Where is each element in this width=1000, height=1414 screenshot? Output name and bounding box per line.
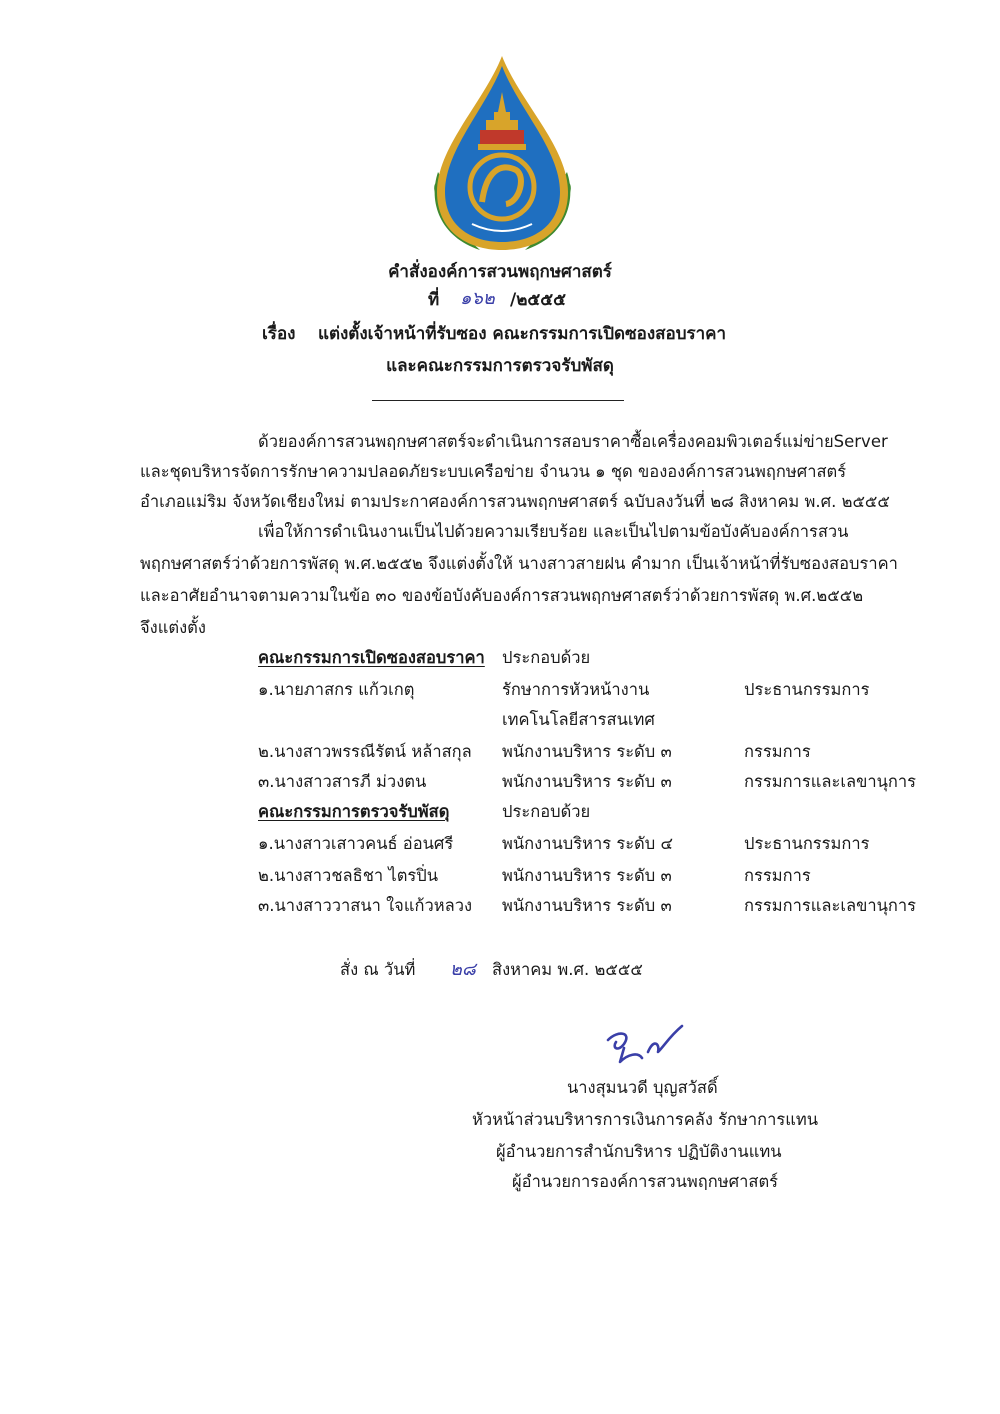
committee-heading-inspection: คณะกรรมการตรวจรับพัสดุ — [258, 802, 450, 821]
paragraph-2-line-3: และอาศัยอำนาจตามความในข้อ ๓๐ ของข้อบังคับองค์การสวนพฤกษศาสตร์ว่าด้วยการพัสดุ พ.ศ.๒๕๕๒ — [140, 586, 864, 605]
signer-title-line-1: หัวหน้าส่วนบริหารการเงินการคลัง รักษาการแทน — [472, 1110, 819, 1129]
paragraph-1-line-2: และชุดบริหารจัดการรักษาความปลอดภัยระบบเครือข่าย จำนวน ๑ ชุด ขององค์การสวนพฤกษศาสตร์ — [140, 462, 847, 481]
paragraph-2-line-2: พฤกษศาสตร์ว่าด้วยการพัสดุ พ.ศ.๒๕๕๒ จึงแต่งตั้งให้ นางสาวสายฝน คำมาก เป็นเจ้าหน้าที่รับซองสอบราคา — [140, 554, 898, 573]
committee-heading-bid-opening: คณะกรรมการเปิดซองสอบราคา — [258, 648, 485, 667]
order-date-prefix: สั่ง ณ วันที่ — [340, 960, 416, 979]
member-role: กรรมการและเลขานุการ — [744, 896, 917, 915]
member-role: กรรมการ — [744, 866, 811, 885]
subject-line-2: และคณะกรรมการตรวจรับพัสดุ — [386, 356, 614, 376]
paragraph-1-line-1: ด้วยองค์การสวนพฤกษศาสตร์จะดำเนินการสอบราคาซื้อเครื่องคอมพิวเตอร์แม่ข่ายServer — [258, 432, 888, 451]
paragraph-2-line-1: เพื่อให้การดำเนินงานเป็นไปด้วยความเรียบร้อย และเป็นไปตามข้อบังคับองค์การสวน — [258, 522, 849, 541]
member-position-line-2: เทคโนโลยีสารสนเทศ — [502, 710, 655, 729]
member-name: ๒.นางสาวพรรณีรัตน์ หล้าสกุล — [258, 742, 472, 761]
member-position: พนักงานบริหาร ระดับ ๓ — [502, 742, 672, 761]
member-name: ๓.นางสาววาสนา ใจแก้วหลวง — [258, 896, 473, 915]
paragraph-1-line-3: อำเภอแม่ริม จังหวัดเชียงใหม่ ตามประกาศองค์การสวนพฤกษศาสตร์ ฉบับลงวันที่ ๒๘ สิงหาคม พ.ศ. ๒๕๕๕ — [140, 492, 890, 511]
member-role: กรรมการ — [744, 742, 811, 761]
order-date-rest: สิงหาคม พ.ศ. ๒๕๕๕ — [492, 960, 643, 979]
paragraph-2-line-4: จึงแต่งตั้ง — [140, 618, 206, 637]
order-number-year: /๒๕๕๕ — [510, 290, 567, 310]
member-name: ๑.นายภาสกร แก้วเกตุ — [258, 680, 415, 699]
order-date-day-handwritten: ๒๘ — [450, 959, 476, 980]
member-name: ๒.นางสาวชลธิชา ไตรปิ่น — [258, 866, 439, 885]
order-number-handwritten: ๑๖๒ — [460, 288, 495, 309]
member-position: พนักงานบริหาร ระดับ ๓ — [502, 866, 672, 885]
committee-consists: ประกอบด้วย — [502, 648, 591, 667]
member-position: รักษาการหัวหน้างาน — [502, 680, 650, 699]
member-role: ประธานกรรมการ — [744, 680, 870, 699]
handwritten-signature — [598, 1018, 688, 1068]
member-position: พนักงานบริหาร ระดับ ๔ — [502, 834, 673, 853]
signer-title-line-2: ผู้อำนวยการสำนักบริหาร ปฏิบัติงานแทน — [496, 1142, 782, 1161]
committee-consists: ประกอบด้วย — [502, 802, 591, 821]
member-role: ประธานกรรมการ — [744, 834, 870, 853]
member-name: ๓.นางสาวสารภี ม่วงตน — [258, 772, 427, 791]
signer-name: นางสุมนวดี บุญสวัสดิ์ — [567, 1078, 718, 1097]
member-role: กรรมการและเลขานุการ — [744, 772, 917, 791]
order-number-prefix: ที่ — [428, 290, 440, 310]
subject-line-1: แต่งตั้งเจ้าหน้าที่รับซอง คณะกรรมการเปิดซองสอบราคา — [318, 324, 727, 344]
order-title: คำสั่งองค์การสวนพฤกษศาสตร์ — [388, 262, 612, 282]
organization-emblem-logo — [420, 52, 585, 257]
member-name: ๑.นางสาวเสาวคนธ์ อ่อนศรี — [258, 834, 454, 853]
member-position: พนักงานบริหาร ระดับ ๓ — [502, 772, 672, 791]
signer-title-line-3: ผู้อำนวยการองค์การสวนพฤกษศาสตร์ — [512, 1172, 779, 1191]
subject-label: เรื่อง — [262, 324, 296, 344]
header-divider — [372, 400, 624, 401]
member-position: พนักงานบริหาร ระดับ ๓ — [502, 896, 672, 915]
